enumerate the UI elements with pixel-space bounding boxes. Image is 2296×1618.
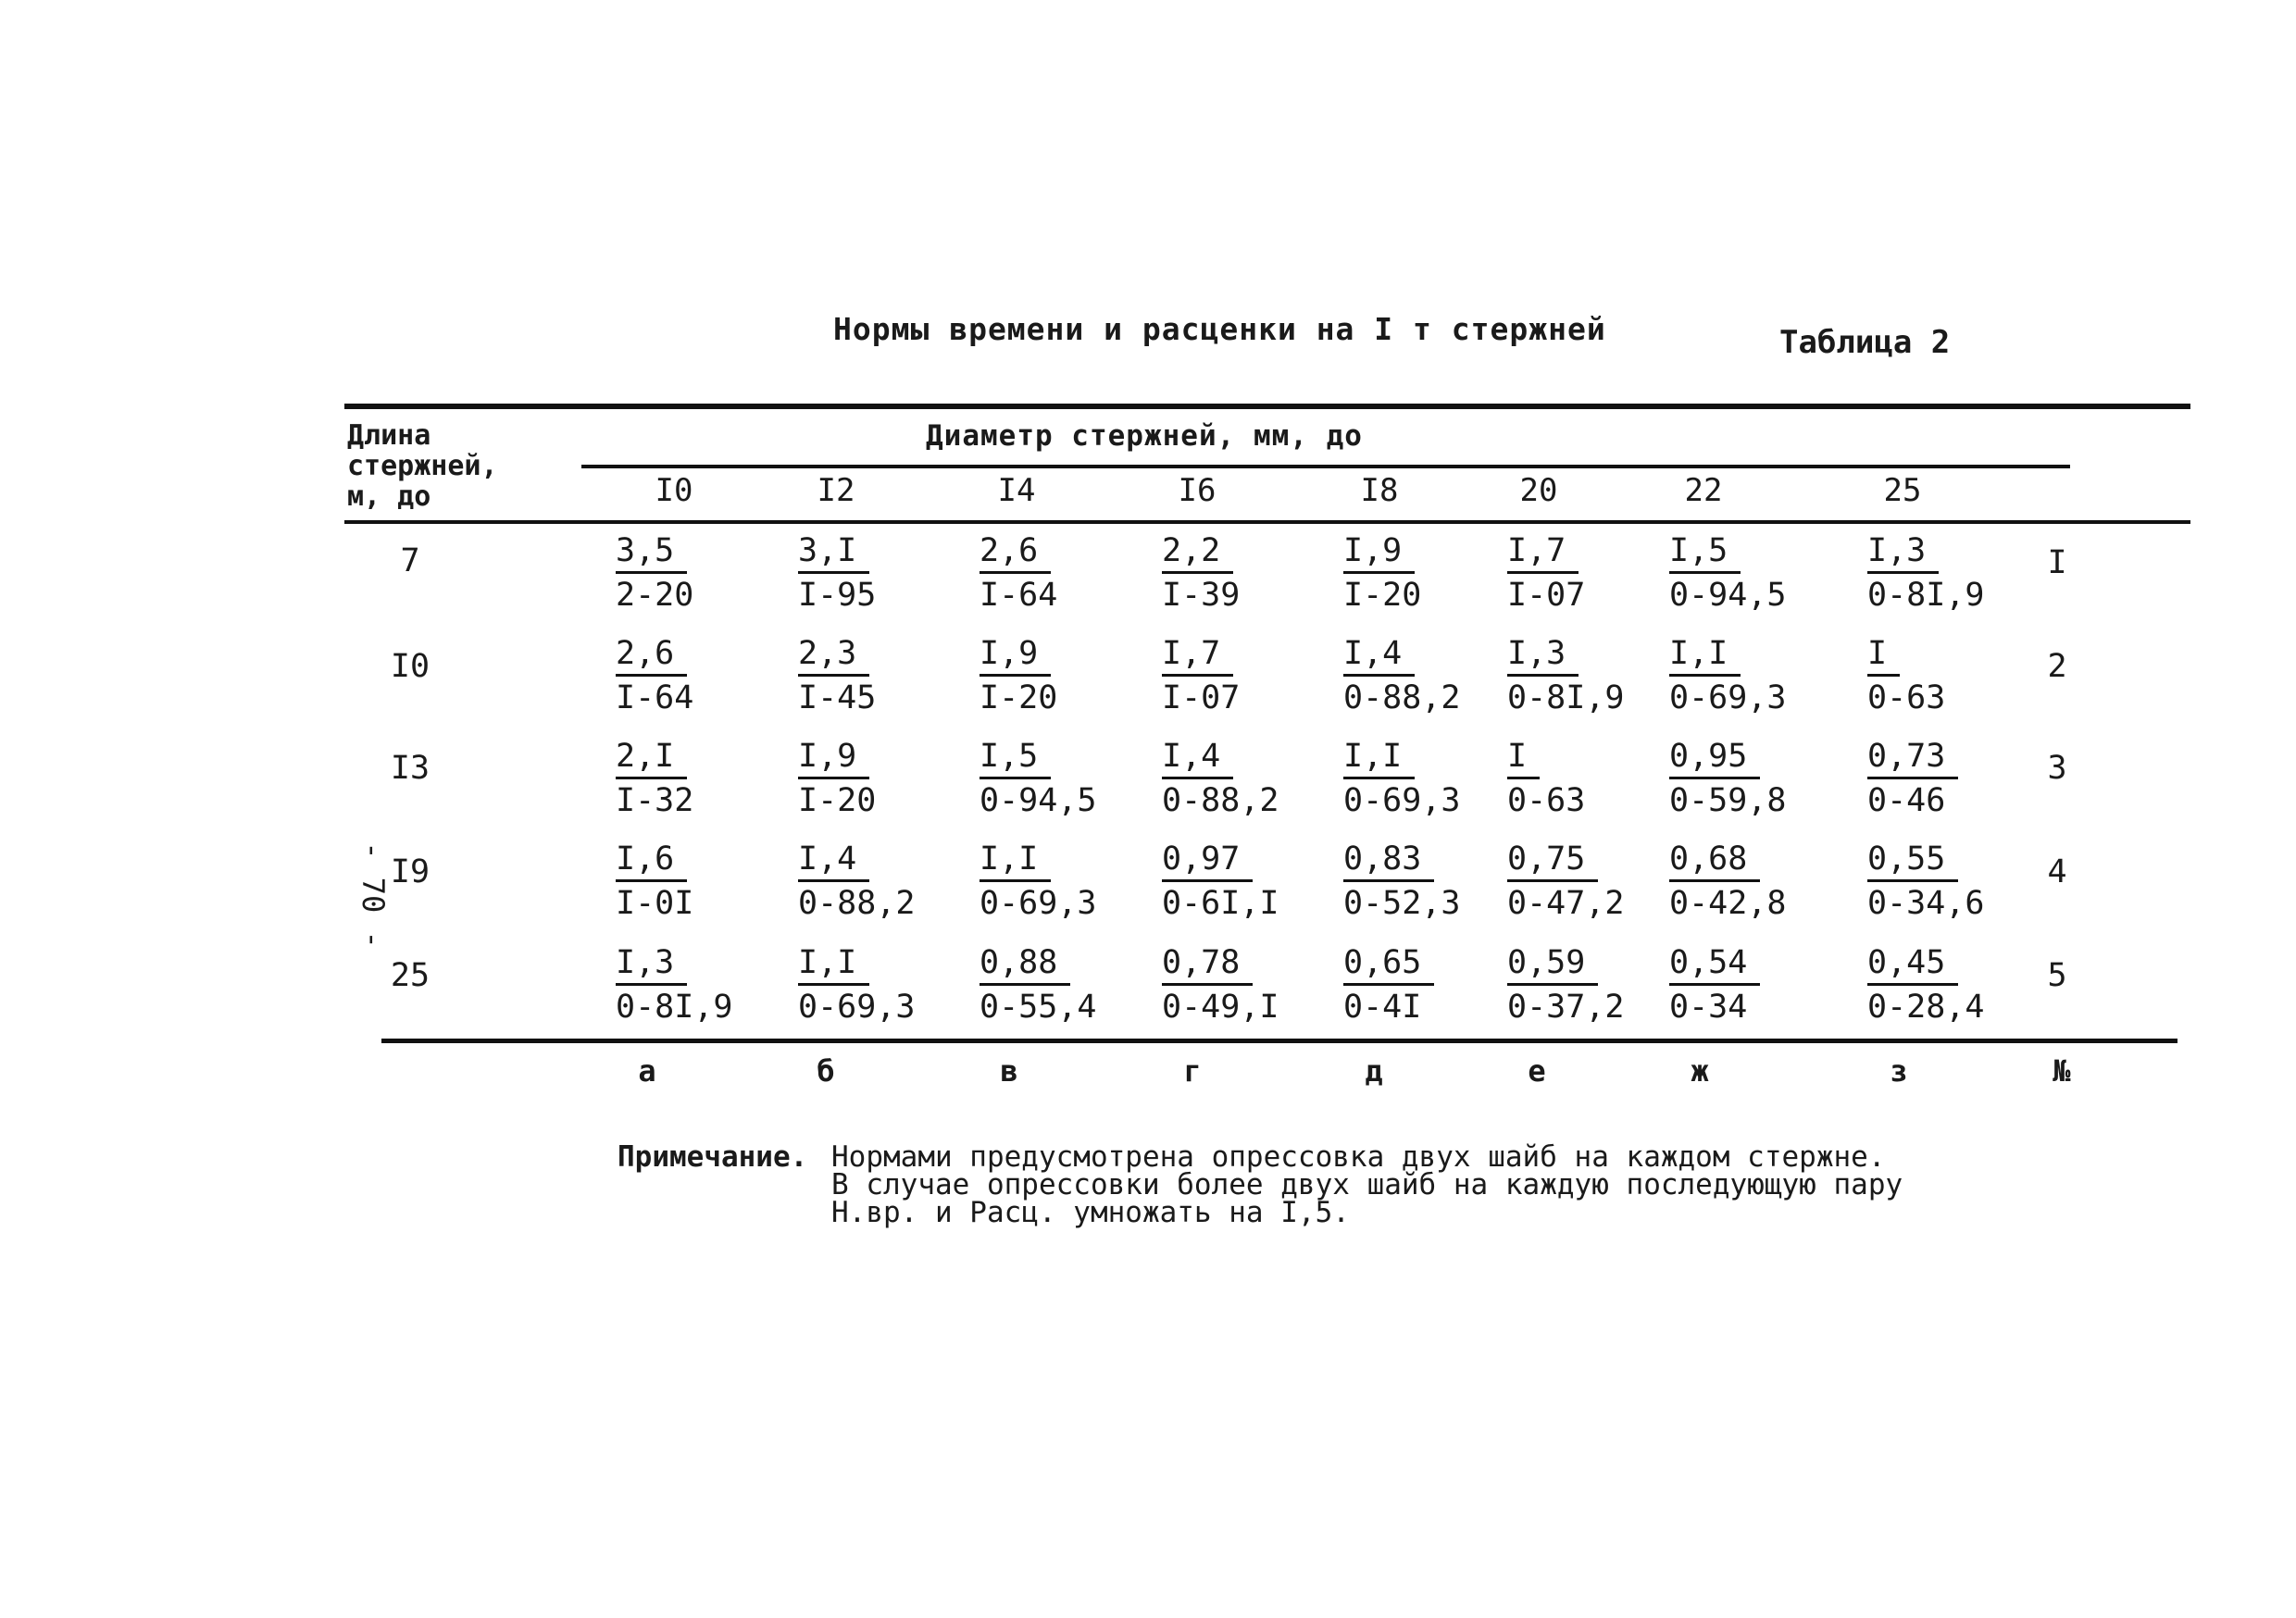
row-number: 2 — [2047, 648, 2067, 685]
row-length: I0 — [390, 648, 430, 685]
rate: 0-8I,9 — [1867, 577, 1985, 614]
time-norm: I,I — [798, 945, 869, 986]
rate: 0-8I,9 — [616, 989, 733, 1026]
row-length: I9 — [390, 853, 430, 890]
rate: I-32 — [616, 782, 694, 819]
column-letter: з — [1890, 1053, 1908, 1089]
row-number: 5 — [2047, 957, 2067, 994]
rate: 0-42,8 — [1669, 885, 1787, 922]
time-norm: 0,65 — [1343, 945, 1434, 986]
rate: 2-20 — [616, 577, 694, 614]
time-norm: 0,78 — [1162, 945, 1253, 986]
rate: I-07 — [1162, 679, 1241, 716]
page-number: - 70 - — [355, 841, 391, 949]
time-norm: 0,83 — [1343, 841, 1434, 882]
column-letter: б — [817, 1053, 835, 1089]
length-header-line: Длина — [347, 419, 431, 452]
header-bottom-rule — [344, 520, 2190, 524]
rate: 0-63 — [1867, 679, 1946, 716]
time-norm: 0,68 — [1669, 841, 1760, 882]
norm-cell — [616, 738, 693, 818]
diameter-col-header: 22 — [1684, 472, 1723, 509]
norm-cell — [1162, 840, 1279, 921]
table-bottom-rule — [381, 1039, 2177, 1043]
norm-cell — [980, 944, 1096, 1025]
diameter-col-header: 20 — [1519, 472, 1558, 509]
norm-cell — [1507, 944, 1624, 1025]
time-norm: I,3 — [1867, 533, 1939, 574]
time-norm: I,I — [1669, 636, 1741, 677]
rate: 0-88,2 — [1343, 679, 1461, 716]
diameter-rule — [581, 465, 2070, 468]
row-length: 25 — [390, 957, 430, 994]
time-norm: I,9 — [798, 739, 869, 779]
norm-cell — [980, 532, 1057, 613]
time-norm: I,7 — [1507, 533, 1578, 574]
length-column-header — [347, 420, 498, 512]
norm-cell — [1669, 944, 1760, 1025]
time-norm: I,4 — [1162, 739, 1233, 779]
rate: 0-8I,9 — [1507, 679, 1625, 716]
norm-cell — [1162, 738, 1279, 818]
rate: 0-94,5 — [1669, 577, 1787, 614]
rate: 0-63 — [1507, 782, 1586, 819]
time-norm: 3,5 — [616, 533, 687, 574]
norm-cell — [798, 738, 876, 818]
rate: 0-69,3 — [980, 885, 1097, 922]
norm-cell — [980, 738, 1096, 818]
diameter-col-header: I0 — [655, 472, 693, 509]
norm-cell — [1343, 532, 1421, 613]
rate: 0-28,4 — [1867, 989, 1985, 1026]
norm-cell — [616, 840, 693, 921]
norm-cell — [1507, 840, 1624, 921]
column-letter: г — [1183, 1053, 1202, 1089]
time-norm: I,6 — [616, 841, 687, 882]
time-norm: I — [1867, 636, 1900, 677]
note-line: В случае опрессовки более двух шайб на каждую последующую пару — [831, 1168, 1903, 1201]
rate: 0-55,4 — [980, 989, 1097, 1026]
time-norm: 0,55 — [1867, 841, 1958, 882]
rate: I-20 — [980, 679, 1058, 716]
time-norm: 2,I — [616, 739, 687, 779]
time-norm: 0,95 — [1669, 739, 1760, 779]
time-norm: 0,54 — [1669, 945, 1760, 986]
note-line: Н.вр. и Расц. умножать на I,5. — [831, 1196, 1350, 1229]
time-norm: 2,3 — [798, 636, 869, 677]
top-rule — [344, 404, 2190, 409]
time-norm: I,4 — [798, 841, 869, 882]
rate: I-07 — [1507, 577, 1586, 614]
time-norm: I,9 — [1343, 533, 1415, 574]
rate: 0-88,2 — [798, 885, 916, 922]
time-norm: 2,6 — [980, 533, 1051, 574]
rate: 0-34 — [1669, 989, 1748, 1026]
time-norm: I,7 — [1162, 636, 1233, 677]
norm-cell — [1669, 635, 1786, 716]
rate: I-39 — [1162, 577, 1241, 614]
norm-cell — [798, 840, 915, 921]
norm-cell — [1669, 840, 1786, 921]
column-letter: № — [2053, 1053, 2071, 1089]
time-norm: I,I — [980, 841, 1051, 882]
norm-cell — [1867, 635, 1945, 716]
time-norm: I,3 — [1507, 636, 1578, 677]
rate: 0-4I — [1343, 989, 1422, 1026]
norm-cell — [1507, 532, 1585, 613]
norm-cell — [980, 635, 1057, 716]
row-length: 7 — [400, 542, 420, 579]
column-letter: е — [1528, 1053, 1546, 1089]
column-letter: а — [638, 1053, 656, 1089]
table-number-label: Таблица 2 — [1779, 324, 1951, 361]
rate: 0-52,3 — [1343, 885, 1461, 922]
time-norm: I,5 — [1669, 533, 1741, 574]
time-norm: 0,59 — [1507, 945, 1598, 986]
norm-cell — [1162, 944, 1279, 1025]
norm-cell — [616, 532, 693, 613]
norm-cell — [616, 944, 732, 1025]
row-number: I — [2047, 544, 2067, 581]
time-norm: I,5 — [980, 739, 1051, 779]
norm-cell — [616, 635, 693, 716]
row-number: 4 — [2047, 853, 2067, 890]
rate: I-64 — [980, 577, 1058, 614]
time-norm: I,3 — [616, 945, 687, 986]
length-header-line: м, до — [347, 480, 431, 513]
rate: 0-69,3 — [1343, 782, 1461, 819]
rate: I-20 — [798, 782, 877, 819]
table-title: Нормы времени и расценки на I т стержней — [833, 311, 1606, 347]
rate: 0-46 — [1867, 782, 1946, 819]
norm-cell — [798, 635, 876, 716]
norm-cell — [798, 532, 876, 613]
norm-cell — [1162, 635, 1240, 716]
diameter-col-header: 25 — [1883, 472, 1922, 509]
length-header-line: стержней, — [347, 450, 498, 482]
rate: I-64 — [616, 679, 694, 716]
time-norm: I,9 — [980, 636, 1051, 677]
rate: 0-37,2 — [1507, 989, 1625, 1026]
norm-cell — [1867, 840, 1984, 921]
diameter-col-header: I8 — [1360, 472, 1399, 509]
norm-cell — [1867, 738, 1958, 818]
column-letter: в — [1000, 1053, 1018, 1089]
time-norm: 0,73 — [1867, 739, 1958, 779]
rate: I-20 — [1343, 577, 1422, 614]
time-norm: 0,88 — [980, 945, 1070, 986]
norm-cell — [980, 840, 1096, 921]
rate: 0-69,3 — [798, 989, 916, 1026]
norm-cell — [798, 944, 915, 1025]
norm-cell — [1867, 532, 1984, 613]
diameter-col-header: I6 — [1178, 472, 1217, 509]
note-label: Примечание. — [618, 1140, 808, 1174]
norm-cell — [1507, 635, 1624, 716]
time-norm: 0,45 — [1867, 945, 1958, 986]
rate: I-45 — [798, 679, 877, 716]
time-norm: I,4 — [1343, 636, 1415, 677]
norm-cell — [1162, 532, 1240, 613]
rate: 0-59,8 — [1669, 782, 1787, 819]
rate: I-95 — [798, 577, 877, 614]
time-norm: I — [1507, 739, 1540, 779]
rate: 0-6I,I — [1162, 885, 1279, 922]
time-norm: 0,75 — [1507, 841, 1598, 882]
time-norm: I,I — [1343, 739, 1415, 779]
norm-cell — [1343, 738, 1460, 818]
norm-cell — [1507, 738, 1585, 818]
diameter-col-header: I2 — [817, 472, 855, 509]
time-norm: 0,97 — [1162, 841, 1253, 882]
rate: 0-49,I — [1162, 989, 1279, 1026]
time-norm: 2,2 — [1162, 533, 1233, 574]
rate: I-0I — [616, 885, 694, 922]
rate: 0-69,3 — [1669, 679, 1787, 716]
column-letter: д — [1365, 1053, 1383, 1089]
norm-cell — [1343, 944, 1434, 1025]
norm-cell — [1669, 738, 1786, 818]
row-length: I3 — [390, 750, 430, 787]
rate: 0-94,5 — [980, 782, 1097, 819]
column-letter: ж — [1691, 1053, 1709, 1089]
rate: 0-34,6 — [1867, 885, 1985, 922]
norm-cell — [1669, 532, 1786, 613]
rate: 0-88,2 — [1162, 782, 1279, 819]
row-number: 3 — [2047, 750, 2067, 787]
norm-cell — [1867, 944, 1984, 1025]
rate: 0-47,2 — [1507, 885, 1625, 922]
time-norm: 3,I — [798, 533, 869, 574]
note-line: Нормами предусмотрена опрессовка двух шайб на каждом стержне. — [831, 1140, 1886, 1174]
norm-cell — [1343, 635, 1460, 716]
time-norm: 2,6 — [616, 636, 687, 677]
diameter-col-header: I4 — [997, 472, 1036, 509]
diameter-header: Диаметр стержней, мм, до — [926, 419, 1363, 453]
norm-cell — [1343, 840, 1460, 921]
